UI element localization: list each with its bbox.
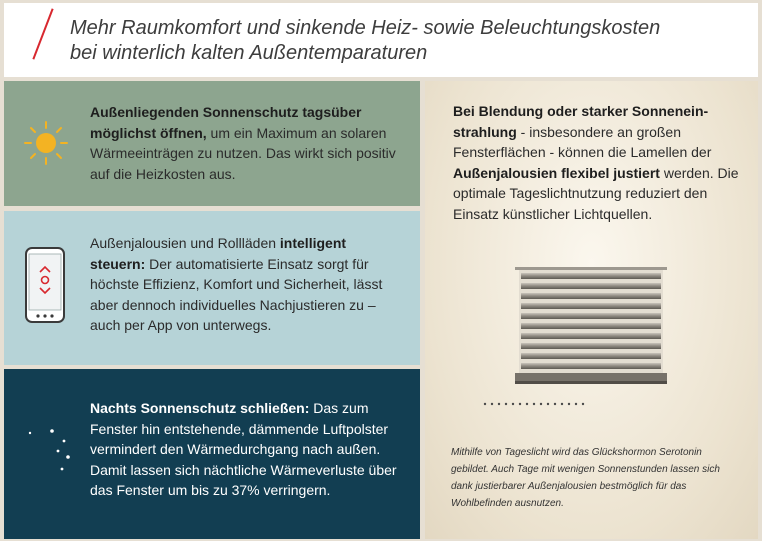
sun-panel bbox=[4, 81, 420, 206]
glare-panel-bold-1: Bei Blendung oder starker Sonnenein-strahlung bbox=[453, 103, 709, 140]
night-panel-body: Das zum Fenster hin entstehende, dämmende Luftpolster vermindert den Wärmedurchgang nach außen. Damit lassen sich nächtliche Wärmeverluste über das Fenster um bis zu 37% verringern. bbox=[90, 400, 397, 498]
header bbox=[4, 3, 758, 77]
sun-icon bbox=[22, 119, 70, 167]
glare-panel-bold-2: Außenjalousien flexibel justiert bbox=[453, 164, 660, 181]
page-title bbox=[70, 16, 660, 66]
glare-panel-text bbox=[453, 101, 753, 224]
accent-slash bbox=[32, 8, 53, 59]
control-panel-text bbox=[90, 233, 400, 336]
sun-panel-body: um ein Maximum an solaren Wärmeeinträgen zu nutzen. Das wirkt sich positiv auf die Heizkosten aus. bbox=[90, 124, 396, 182]
night-panel-bold: Nachts Sonnenschutz schließen: bbox=[90, 400, 310, 416]
title-line-2: bei winterlich kalten Außentemparaturen bbox=[70, 42, 428, 64]
glare-panel bbox=[425, 81, 758, 539]
night-panel bbox=[4, 369, 420, 539]
caption-text: Mithilfe von Tageslicht wird das Glückshormon Serotonin gebildet. Auch Tage mit wenigen Sonnenstunden lassen sich dank justierbarer Außenjalousien bestmöglich für das Wohlbefinden ausnutzen. bbox=[451, 447, 720, 509]
dotted-divider bbox=[483, 401, 587, 407]
sun-panel-text bbox=[90, 102, 410, 184]
moon-stars-icon bbox=[18, 419, 78, 489]
control-panel-body: Der automatisierte Einsatz sorgt für höchste Effizienz, Komfort und Sicherheit, lässt aber dennoch individuelles Nachjustieren zu – auch per App von unterwegs. bbox=[90, 255, 383, 333]
control-panel-intro: Außenjalousien und Rollläden bbox=[90, 235, 280, 251]
control-panel bbox=[4, 211, 420, 365]
smartphone-icon bbox=[24, 246, 66, 324]
glare-panel-body-1: - insbesondere an großen Fensterflächen - können die Lamellen der bbox=[453, 123, 712, 160]
title-line-1: Mehr Raumkomfort und sinkende Heiz- sowie Beleuchtungskosten bbox=[70, 17, 661, 39]
control-panel-bold: intelligent steuern: bbox=[90, 235, 347, 272]
glare-panel-body-2: werden. Die optimale Tageslichtnutzung reduziert den Einsatz künstlicher Lichtquellen. bbox=[453, 164, 739, 222]
window-blind-icon bbox=[515, 267, 667, 387]
sun-panel-bold: Außenliegenden Sonnenschutz tagsüber möglichst öffnen, bbox=[90, 104, 362, 141]
night-panel-text bbox=[90, 398, 410, 501]
